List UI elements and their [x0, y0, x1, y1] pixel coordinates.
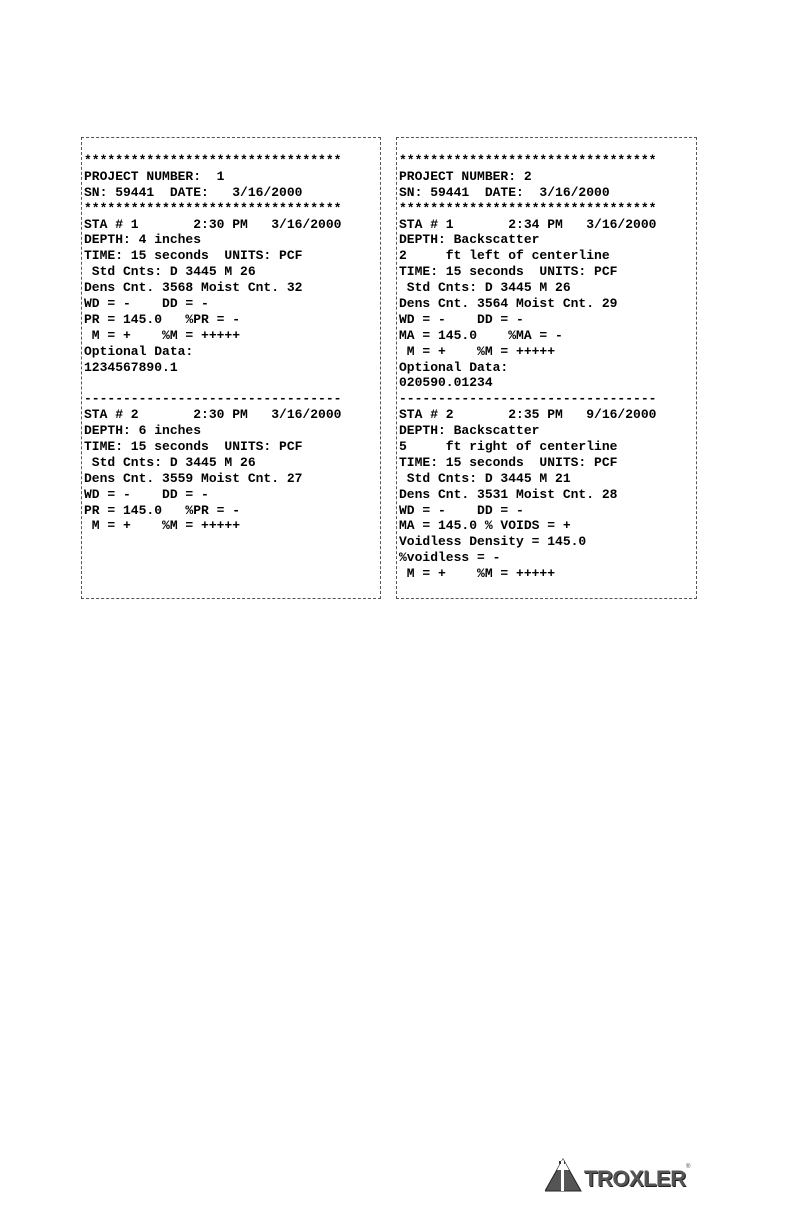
- printout-line: WD = - DD = -: [399, 311, 524, 327]
- printout-line: 5 ft right of centerline: [399, 439, 618, 455]
- printout-line: Optional Data:: [84, 343, 194, 359]
- printout-line: SN: 59441 DATE: 3/16/2000: [399, 184, 610, 200]
- printout-line: MA = 145.0 %MA = -: [399, 327, 563, 343]
- printout-line: Std Cnts: D 3445 M 26: [84, 454, 256, 470]
- printout-line: *********************************: [84, 200, 342, 216]
- troxler-logo: [545, 1157, 695, 1193]
- printout-line: STA # 1 2:34 PM 3/16/2000: [399, 216, 657, 232]
- printout-line: Dens Cnt. 3559 Moist Cnt. 27: [84, 470, 303, 486]
- printout-line: TIME: 15 seconds UNITS: PCF: [84, 248, 303, 264]
- printout-line: STA # 2 2:35 PM 9/16/2000: [399, 407, 657, 423]
- printout-line: Std Cnts: D 3445 M 26: [399, 280, 571, 296]
- printout-line: WD = - DD = -: [399, 502, 524, 518]
- printout-line: 1234567890.1: [84, 359, 178, 375]
- printout-line: TIME: 15 seconds UNITS: PCF: [399, 264, 618, 280]
- troxler-triangle-icon: [545, 1157, 585, 1193]
- printout-line: DEPTH: 6 inches: [84, 423, 202, 439]
- printout-line: DEPTH: Backscatter: [399, 232, 540, 248]
- printout-line: M = + %M = +++++: [399, 566, 556, 582]
- printout-line: PROJECT NUMBER: 1: [84, 168, 225, 184]
- registered-mark: ®: [686, 1164, 691, 1170]
- printout-line: TIME: 15 seconds UNITS: PCF: [399, 454, 618, 470]
- printout-line: PR = 145.0 %PR = -: [84, 311, 241, 327]
- printout-line: Dens Cnt. 3564 Moist Cnt. 29: [399, 296, 618, 312]
- printout-project-1: [81, 137, 381, 599]
- printout-line: TIME: 15 seconds UNITS: PCF: [84, 439, 303, 455]
- printout-line: M = + %M = +++++: [84, 327, 241, 343]
- printout-line: [84, 375, 380, 391]
- printout-line: Dens Cnt. 3568 Moist Cnt. 32: [84, 280, 303, 296]
- printout-line: M = + %M = +++++: [84, 518, 241, 534]
- printout-line: SN: 59441 DATE: 3/16/2000: [84, 184, 303, 200]
- printout-line: MA = 145.0 % VOIDS = +: [399, 518, 571, 534]
- printout-lines: [84, 153, 380, 534]
- printout-line: Dens Cnt. 3531 Moist Cnt. 28: [399, 486, 618, 502]
- printout-line: ---------------------------------: [399, 391, 657, 407]
- printout-line: 2 ft left of centerline: [399, 248, 610, 264]
- printout-line: *********************************: [399, 153, 657, 168]
- printout-line: STA # 2 2:30 PM 3/16/2000: [84, 407, 342, 423]
- printout-line: %voidless = -: [399, 550, 501, 566]
- printout-line: Voidless Density = 145.0: [399, 534, 587, 550]
- printout-line: STA # 1 2:30 PM 3/16/2000: [84, 216, 342, 232]
- printout-line: *********************************: [399, 200, 657, 216]
- printout-line: PROJECT NUMBER: 2: [399, 168, 532, 184]
- printout-line: Optional Data:: [399, 359, 509, 375]
- printout-lines: [399, 153, 696, 582]
- printout-line: ---------------------------------: [84, 391, 342, 407]
- printout-line: WD = - DD = -: [84, 486, 209, 502]
- printout-project-2: [396, 137, 697, 599]
- printout-line: PR = 145.0 %PR = -: [84, 502, 241, 518]
- printout-line: *********************************: [84, 153, 342, 168]
- printout-line: M = + %M = +++++: [399, 343, 556, 359]
- printout-line: DEPTH: Backscatter: [399, 423, 540, 439]
- printout-line: 020590.01234: [399, 375, 493, 391]
- printout-line: WD = - DD = -: [84, 296, 209, 312]
- printout-line: DEPTH: 4 inches: [84, 232, 202, 248]
- printout-line: Std Cnts: D 3445 M 26: [84, 264, 256, 280]
- printout-line: Std Cnts: D 3445 M 21: [399, 470, 571, 486]
- logo-wordmark: TROXLER: [584, 1166, 686, 1191]
